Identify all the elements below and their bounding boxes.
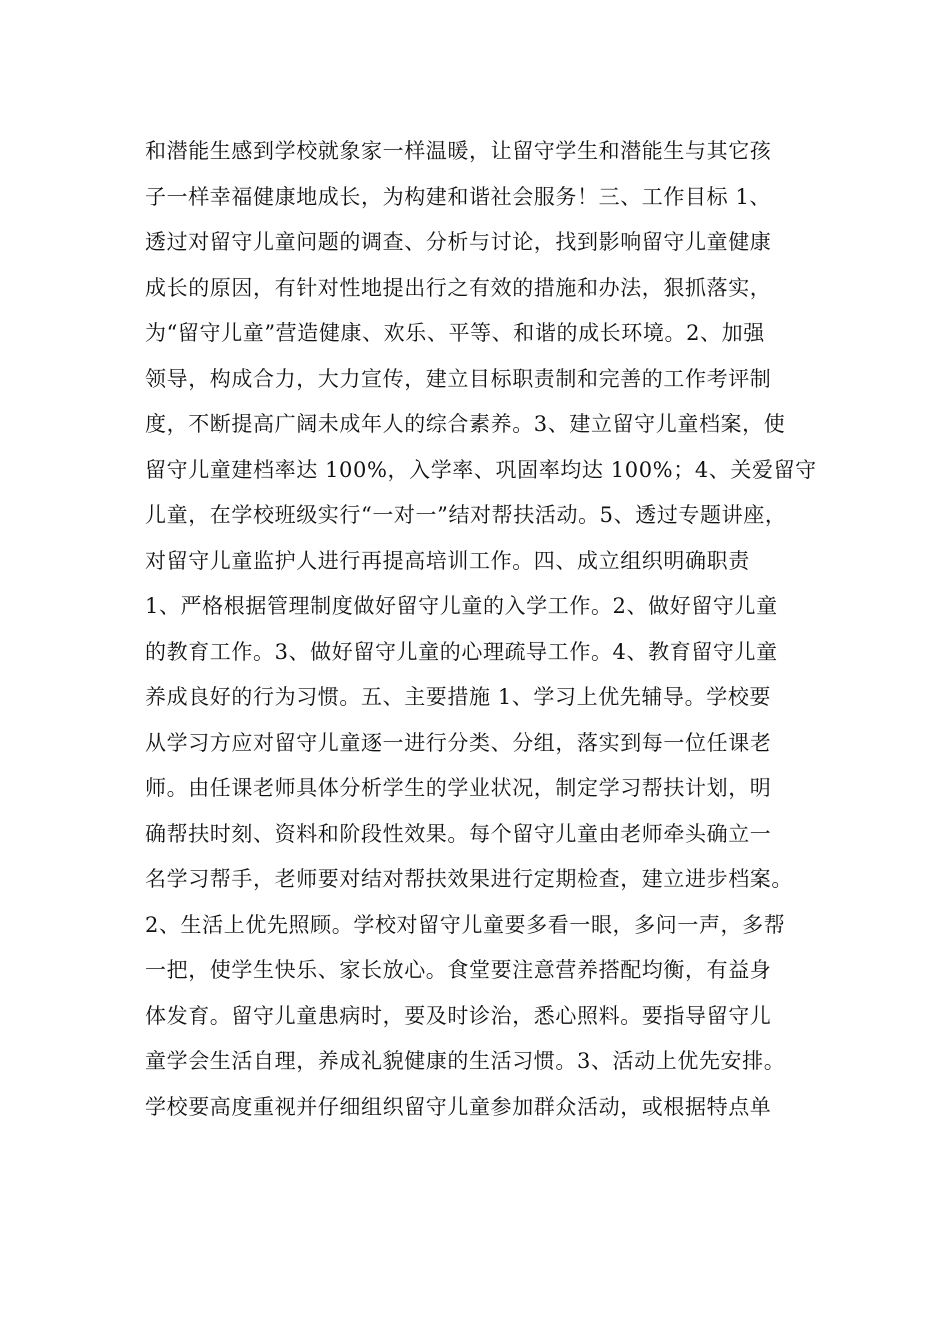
text-line: 子一样幸福健康地成长，为构建和谐社会服务！三、工作目标 1、 bbox=[145, 184, 772, 209]
text-line: 名学习帮手，老师要对结对帮扶效果进行定期检查，建立进步档案。 bbox=[145, 867, 793, 891]
text-line: 师。由任课老师具体分析学生的学业状况，制定学习帮扶计划，明 bbox=[145, 776, 772, 800]
text-line: 领导，构成合力，大力宣传，建立目标职责制和完善的工作考评制 bbox=[145, 366, 772, 391]
text-line: 确帮扶时刻、资料和阶段性效果。每个留守儿童由老师牵头确立一 bbox=[145, 821, 772, 846]
text-line: 1、严格根据管理制度做好留守儿童的入学工作。2、做好留守儿童 bbox=[145, 594, 778, 618]
text-line: 度，不断提高广阔未成年人的综合素养。3、建立留守儿童档案，使 bbox=[145, 412, 786, 436]
text-line: 一把，使学生快乐、家长放心。食堂要注意营养搭配均衡，有益身 bbox=[145, 958, 772, 982]
text-line: 儿童，在学校班级实行“一对一”结对帮扶活动。5、透过专题讲座， bbox=[145, 503, 787, 527]
text-line: 为“留守儿童”营造健康、欢乐、平等、和谐的成长环境。2、加强 bbox=[145, 321, 765, 345]
text-line: 从学习方应对留守儿童逐一进行分类、分组，落实到每一位任课老 bbox=[145, 730, 772, 755]
text-line: 留守儿童建档率达 100%，入学率、巩固率均达 100%；4、关爱留守 bbox=[145, 457, 817, 482]
body-paragraph bbox=[145, 129, 845, 1130]
text-line: 和潜能生感到学校就象家一样温暖，让留守学生和潜能生与其它孩 bbox=[145, 139, 772, 163]
text-line: 2、生活上优先照顾。学校对留守儿童要多看一眼，多问一声，多帮 bbox=[145, 912, 786, 937]
text-line: 学校要高度重视并仔细组织留守儿童参加群众活动，或根据特点单 bbox=[145, 1094, 772, 1119]
text-line: 成长的原因，有针对性地提出行之有效的措施和办法，狠抓落实， bbox=[145, 275, 772, 300]
text-line: 的教育工作。3、做好留守儿童的心理疏导工作。4、教育留守儿童 bbox=[145, 639, 778, 664]
text-line: 养成良好的行为习惯。五、主要措施 1、学习上优先辅导。学校要 bbox=[145, 685, 772, 709]
text-line: 对留守儿童监护人进行再提高培训工作。四、成立组织明确职责 bbox=[145, 548, 750, 573]
text-line: 体发育。留守儿童患病时，要及时诊治，悉心照料。要指导留守儿 bbox=[145, 1003, 772, 1028]
text-line: 透过对留守儿童问题的调查、分析与讨论，找到影响留守儿童健康 bbox=[145, 230, 772, 254]
text-line: 童学会生活自理，养成礼貌健康的生活习惯。3、活动上优先安排。 bbox=[145, 1049, 786, 1073]
